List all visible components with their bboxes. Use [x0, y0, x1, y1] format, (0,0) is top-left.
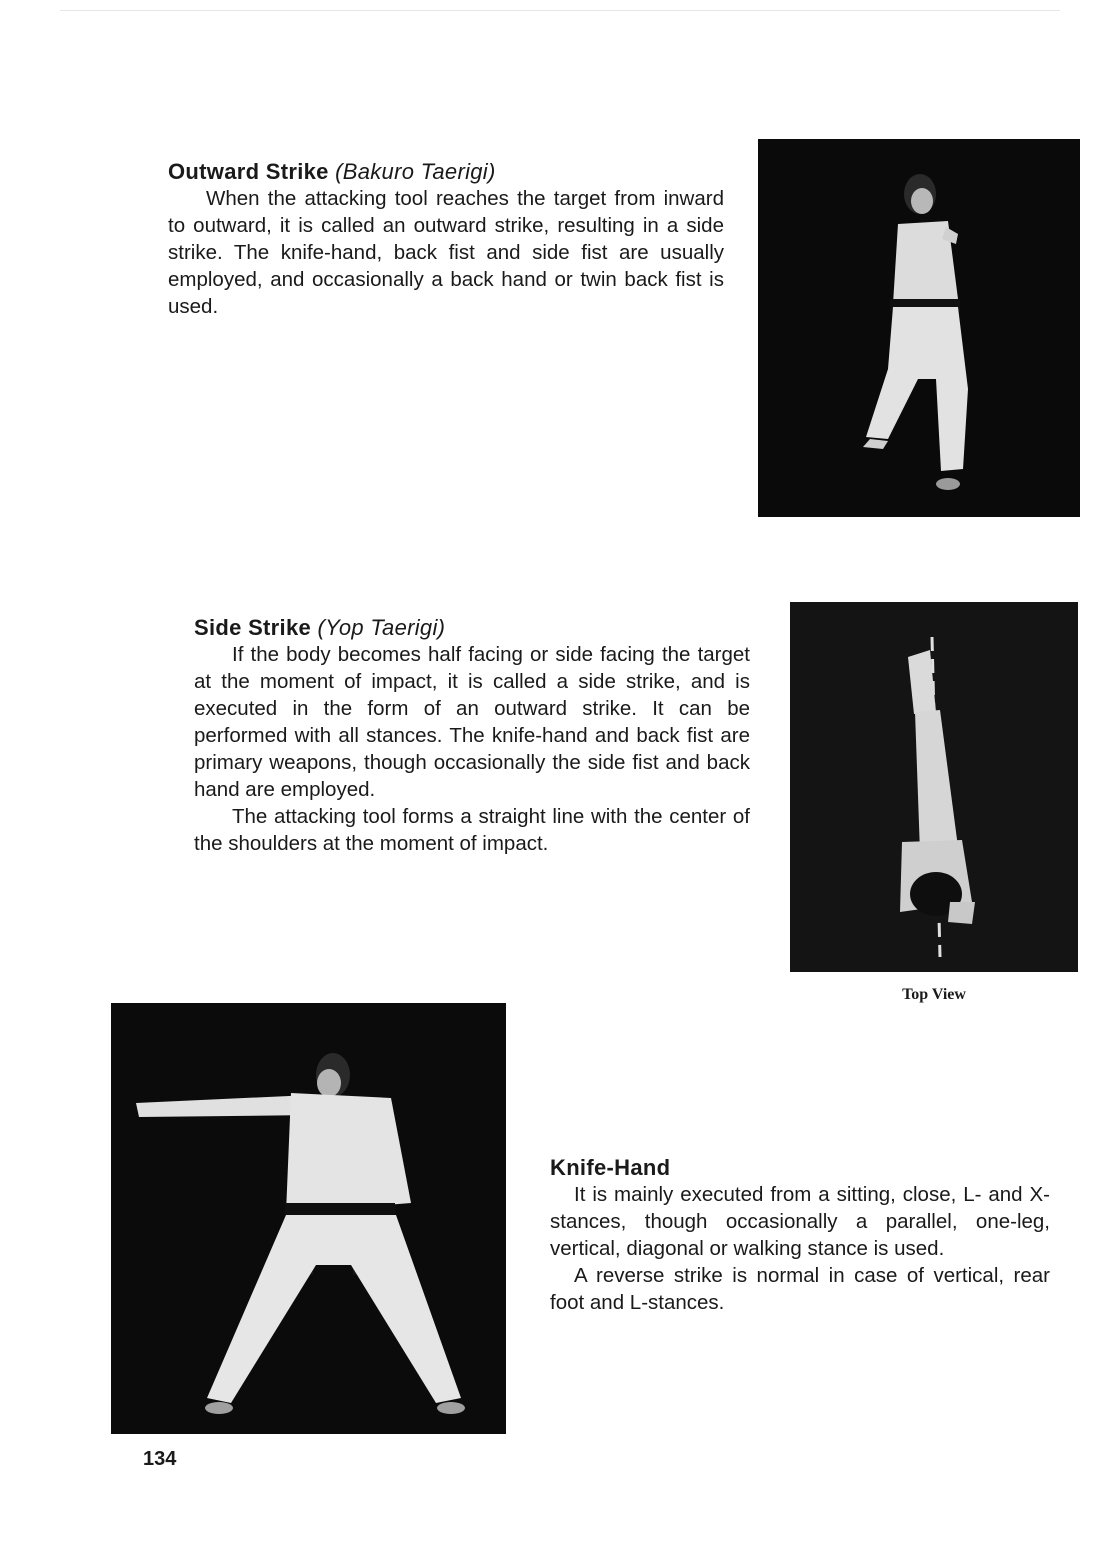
- paragraph: A reverse strike is normal in case of vertical, rear foot and L-stances.: [550, 1264, 1050, 1314]
- photo-outward-strike-figure: [758, 139, 1080, 517]
- photo-outward-strike: [758, 139, 1080, 517]
- photo-knife-hand-figure: [111, 1003, 506, 1434]
- section-knife-hand: [550, 1154, 1050, 1316]
- section-heading: [194, 614, 750, 641]
- page-number: 134: [143, 1448, 177, 1470]
- photo-caption-top-view: Top View: [902, 986, 966, 1003]
- photo-knife-hand: [111, 1003, 506, 1434]
- section-subtitle: (Yop Taerigi): [317, 615, 446, 640]
- page-top-rule: [60, 10, 1060, 11]
- photo-side-strike-top-view: [790, 602, 1078, 972]
- section-outward-strike: [168, 158, 724, 320]
- paragraph: It is mainly executed from a sitting, close, L- and X-stances, though occasionally a parallel, one-leg, vertical, diagonal or walking stance is used.: [550, 1183, 1050, 1260]
- photo-top-view-figure: [790, 602, 1078, 972]
- section-side-strike: [194, 614, 750, 857]
- section-title: Outward Strike: [168, 159, 329, 184]
- section-heading: [550, 1154, 1050, 1181]
- paragraph: When the attacking tool reaches the target from inward to outward, it is called an outward strike, resulting in a side strike. The knife-hand, back fist and side fist are usually employed, and occasionally a back hand or twin back fist is used.: [168, 187, 724, 318]
- section-title: Knife-Hand: [550, 1155, 671, 1180]
- paragraph: The attacking tool forms a straight line with the center of the shoulders at the moment of impact.: [194, 805, 750, 855]
- paragraph: If the body becomes half facing or side facing the target at the moment of impact, it is called a side strike, and is executed in the form of an outward strike. It can be performed with all stances. The knife-hand and back fist are primary weapons, though occasionally the side fist and back hand are employed.: [194, 643, 750, 801]
- section-title: Side Strike: [194, 615, 312, 640]
- section-subtitle: (Bakuro Taerigi): [335, 159, 496, 184]
- section-heading: [168, 158, 724, 185]
